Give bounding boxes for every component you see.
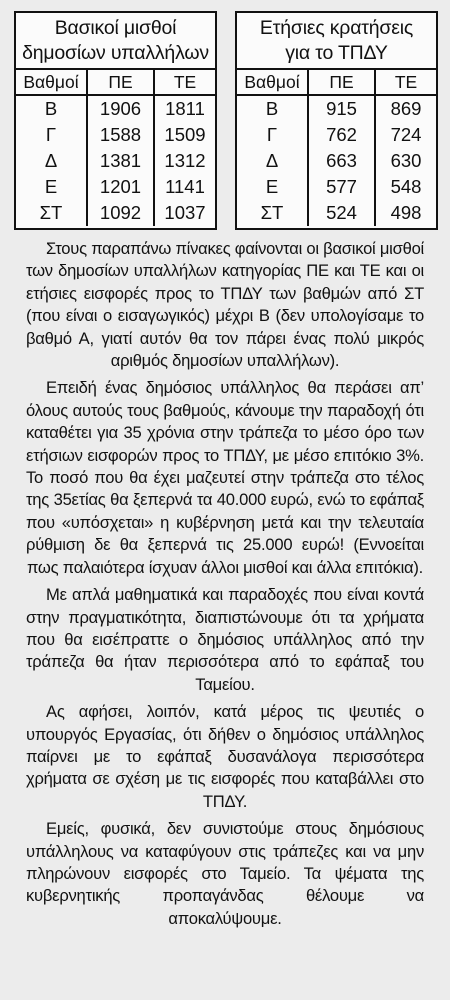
table-row	[237, 122, 436, 148]
article-paragraph: Ας αφήσει, λοιπόν, κατά μέρος τις ψευτιές ο υπουργός Εργασίας, ότι δήθεν ο δημόσιος υπάλληλος παίρνει με το εφάπαξ δυσανάλογα περισσότερα χρήματα σε σχέση με τις εισφορές που καταβάλλει στο ΤΠΔΥ.	[26, 702, 424, 811]
salaries-title-line1: Βασικοί μισθοί	[54, 16, 177, 39]
te-cell: 1141	[165, 176, 205, 197]
pe-cell: 577	[308, 174, 375, 200]
table-row	[16, 174, 215, 200]
pe-cell: 663	[308, 148, 375, 174]
header-grade: Βαθμοί	[16, 70, 87, 95]
table-row	[237, 200, 436, 226]
te-cell: 498	[390, 202, 422, 223]
te-cell: 1509	[164, 124, 206, 145]
grade-cell: ΣΤ	[237, 200, 308, 226]
contributions-table-title	[237, 13, 436, 70]
salaries-header-row	[16, 70, 215, 95]
pe-cell: 1588	[87, 122, 154, 148]
table-row	[16, 148, 215, 174]
te-cell: 630	[390, 150, 422, 171]
salaries-grid	[16, 70, 215, 226]
table-row	[237, 148, 436, 174]
table-row	[16, 200, 215, 226]
salaries-title-line2: δημοσίων υπαλλήλων	[22, 41, 209, 64]
grade-cell: Δ	[237, 148, 308, 174]
pe-cell: 524	[308, 200, 375, 226]
table-row	[237, 174, 436, 200]
header-pe: ΠΕ	[87, 70, 154, 95]
grade-cell: Β	[237, 95, 308, 122]
grade-cell: Γ	[16, 122, 87, 148]
grade-cell: ΣΤ	[16, 200, 87, 226]
te-cell: 724	[390, 124, 422, 145]
contributions-title-line2: για το ΤΠΔΥ	[285, 41, 388, 64]
te-cell: 1811	[165, 98, 205, 119]
te-cell: 869	[390, 98, 422, 119]
te-cell: 548	[390, 176, 422, 197]
te-cell: 1037	[164, 202, 206, 223]
tables-area	[14, 11, 438, 230]
grade-cell: Δ	[16, 148, 87, 174]
contributions-grid	[237, 70, 436, 226]
pe-cell: 915	[308, 95, 375, 122]
pe-cell: 1201	[87, 174, 154, 200]
grade-cell: Ε	[16, 174, 87, 200]
header-grade: Βαθμοί	[237, 70, 308, 95]
salaries-table	[14, 11, 217, 230]
header-te: ΤΕ	[375, 70, 436, 95]
pe-cell: 1381	[87, 148, 154, 174]
salaries-table-title	[16, 13, 215, 70]
pe-cell: 1906	[87, 95, 154, 122]
table-row	[16, 95, 215, 122]
te-cell: 1312	[164, 150, 206, 171]
contributions-table	[235, 11, 438, 230]
article-paragraph: Με απλά μαθηματικά και παραδοχές που είναι κοντά στην πραγματικότητα, διαπιστώνουμε ότι τα χρήματα που θα εισέπραττε ο δημόσιος υπάλληλος από την τράπεζα θα ήταν περισσότερα από το εφάπαξ του Ταμείου.	[26, 585, 424, 694]
table-row	[237, 95, 436, 122]
pe-cell: 1092	[87, 200, 154, 226]
table-row	[16, 122, 215, 148]
contributions-header-row	[237, 70, 436, 95]
article-paragraph: Στους παραπάνω πίνακες φαίνονται οι βασικοί μισθοί των δημοσίων υπαλλήλων κατηγορίας ΠΕ και ΤΕ και οι ετήσιες εισφορές προς το ΤΠΔΥ των βαθμών από ΣΤ (που είναι ο εισαγωγικός) μέχρι Β (δεν υπολογίσαμε το βαθμό Α, γιατί αυτόν θα τον πάρει ένας πολύ μικρός αριθμός δημοσίων υπαλλήλων).	[26, 239, 424, 371]
article-paragraph: Εμείς, φυσικά, δεν συνιστούμε στους δημόσιους υπάλληλους να καταφύγουν στις τράπεζες και να μην πληρώνουν εισφορές στο Ταμείο. Τα ψέματα της κυβερνητικής προπαγάνδας θέλουμε να αποκαλύψουμε.	[26, 819, 424, 928]
grade-cell: Β	[16, 95, 87, 122]
article-paragraph: Επειδή ένας δημόσιος υπάλληλος θα περάσει απ’ όλους αυτούς τους βαθμούς, κάνουμε την παραδοχή ότι καταθέτει για 35 χρόνια στην τράπεζα το μέσο όρο των ετήσιων εισφορών προς το ΤΠΔΥ, με μέσο επιτόκιο 3%. Το ποσό που θα έχει μαζευτεί στην τράπεζα στο τέλος της 35ετίας θα ξεπερνά τα 40.000 ευρώ, ενώ το εφάπαξ που «υπόσχεται» η κυβέρνηση μετά και την τελευταία ρύθμιση δε θα ξεπερνά τις 25.000 ευρώ! (Εννοείται πως παλαιότερα ίσχυαν άλλοι μισθοί και άλλα επιτόκια).	[26, 378, 424, 577]
header-pe: ΠΕ	[308, 70, 375, 95]
contributions-title-line1: Ετήσιες κρατήσεις	[259, 16, 414, 39]
article-body	[26, 238, 424, 935]
header-te: ΤΕ	[154, 70, 215, 95]
grade-cell: Γ	[237, 122, 308, 148]
grade-cell: Ε	[237, 174, 308, 200]
pe-cell: 762	[308, 122, 375, 148]
